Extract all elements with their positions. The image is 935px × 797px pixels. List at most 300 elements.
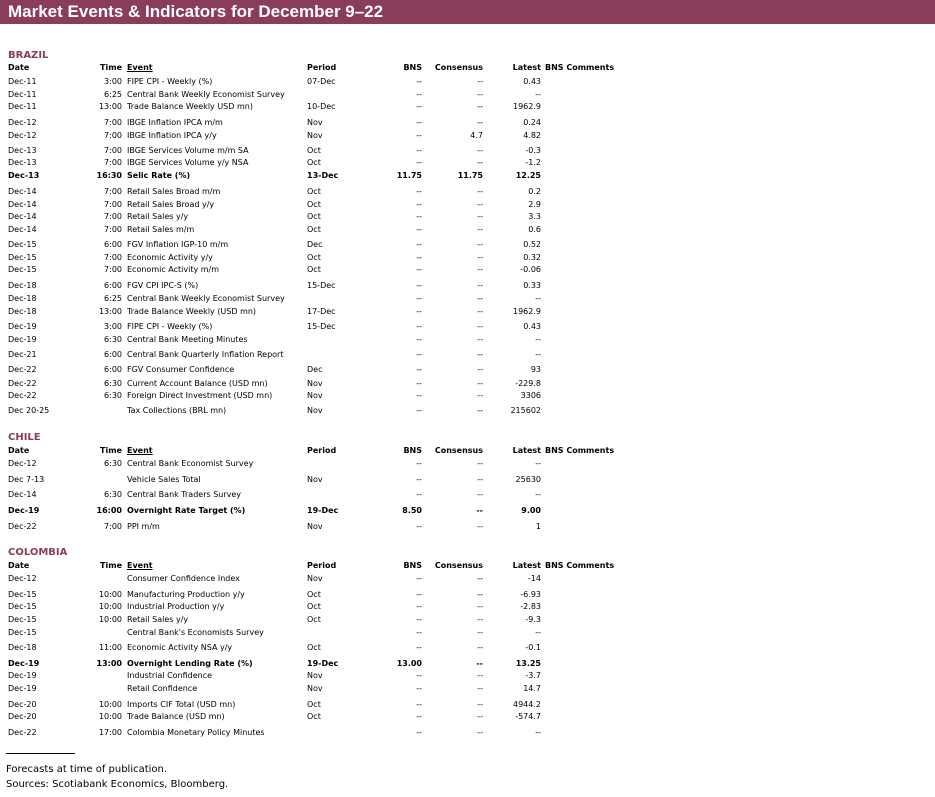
table-cell-date: Dec-19 [8, 684, 37, 693]
table-cell-period: Nov [307, 118, 323, 127]
table-cell-time: 17:00 [98, 728, 122, 737]
table-cell-latest: 93 [530, 365, 541, 374]
table-cell-bns: -- [416, 590, 422, 599]
table-row [0, 145, 935, 157]
table-row [0, 264, 935, 276]
table-cell-event: Tax Collections (BRL mn) [127, 406, 227, 415]
table-cell-consensus: -- [477, 728, 483, 737]
footer-sources: Sources: Scotiabank Economics, Bloomberg. [6, 779, 229, 790]
table-cell-date: Dec-15 [8, 602, 37, 611]
table-cell-consensus: -- [477, 522, 483, 531]
table-cell-latest: -0.1 [525, 643, 541, 652]
table-row [0, 683, 935, 695]
table-cell-time: 13:00 [96, 659, 122, 668]
footer-note: Forecasts at time of publication. [6, 764, 168, 775]
table-cell-period: 19-Dec [307, 506, 339, 515]
table-row [0, 505, 935, 517]
table-cell-period: Oct [307, 212, 321, 221]
table-row [0, 405, 935, 417]
table-cell-latest: -574.7 [515, 712, 541, 721]
table-cell-consensus: -- [477, 158, 483, 167]
table-header-row [0, 560, 935, 572]
table-cell-event: Industrial Confidence [127, 671, 213, 680]
table-cell-date: Dec-22 [8, 391, 37, 400]
column-header-time: Time [100, 446, 122, 455]
table-cell-consensus: -- [477, 225, 483, 234]
table-cell-latest: 4944.2 [513, 700, 541, 709]
table-cell-event: Trade Balance (USD mn) [127, 712, 225, 721]
table-cell-event: Consumer Confidence Index [127, 574, 240, 583]
table-cell-period: 19-Dec [307, 659, 339, 668]
table-cell-period: Oct [307, 590, 321, 599]
table-row [0, 117, 935, 129]
table-cell-time: 3:00 [104, 322, 122, 331]
table-row [0, 239, 935, 251]
table-cell-date: Dec-12 [8, 459, 37, 468]
table-row [0, 474, 935, 486]
table-cell-period: Nov [307, 671, 323, 680]
table-cell-bns: -- [416, 671, 422, 680]
table-cell-latest: -0.06 [520, 265, 541, 274]
table-cell-bns: 11.75 [396, 171, 422, 180]
table-row [0, 130, 935, 142]
table-cell-date: Dec-19 [8, 659, 40, 668]
table-cell-date: Dec-11 [8, 90, 37, 99]
column-header-bns: BNS [403, 446, 422, 455]
table-cell-consensus: -- [477, 212, 483, 221]
footer-divider [6, 753, 75, 754]
column-header-time: Time [100, 63, 122, 72]
table-cell-time: 7:00 [104, 522, 122, 531]
table-cell-period: 10-Dec [307, 102, 336, 111]
table-cell-latest: -229.8 [515, 379, 541, 388]
table-cell-consensus: -- [477, 77, 483, 86]
table-cell-time: 16:30 [96, 171, 122, 180]
column-header-consensus: Consensus [434, 446, 483, 455]
table-cell-bns: 8.50 [402, 506, 422, 515]
table-cell-latest: -- [535, 728, 541, 737]
table-row [0, 89, 935, 101]
table-cell-latest: -- [535, 350, 541, 359]
table-row [0, 699, 935, 711]
table-cell-bns: -- [416, 615, 422, 624]
table-cell-event: Trade Balance Weekly (USD mn) [127, 307, 257, 316]
table-row [0, 589, 935, 601]
section-title: CHILE [8, 432, 41, 443]
table-cell-bns: -- [416, 253, 422, 262]
column-header-time: Time [100, 561, 122, 570]
table-cell-date: Dec-12 [8, 131, 37, 140]
table-cell-period: Oct [307, 158, 321, 167]
table-cell-latest: 0.24 [523, 118, 541, 127]
column-header-date: Date [8, 63, 30, 72]
table-cell-period: Oct [307, 712, 321, 721]
table-cell-period: Nov [307, 406, 323, 415]
table-row [0, 601, 935, 613]
table-cell-consensus: -- [477, 90, 483, 99]
table-cell-event: Central Bank Traders Survey [127, 490, 242, 499]
table-row [0, 280, 935, 292]
table-cell-date: Dec-19 [8, 671, 37, 680]
table-cell-bns: -- [416, 365, 422, 374]
column-header-comments: BNS Comments [545, 63, 615, 72]
table-cell-bns: -- [416, 240, 422, 249]
table-row [0, 321, 935, 333]
table-cell-period: Oct [307, 253, 321, 262]
table-cell-time: 7:00 [104, 200, 122, 209]
table-cell-time: 7:00 [104, 118, 122, 127]
table-cell-period: Oct [307, 146, 321, 155]
table-cell-bns: -- [416, 459, 422, 468]
table-cell-date: Dec-15 [8, 628, 37, 637]
column-header-date: Date [8, 446, 30, 455]
column-header-consensus: Consensus [434, 561, 483, 570]
table-cell-bns: -- [416, 643, 422, 652]
table-cell-consensus: -- [477, 187, 483, 196]
table-cell-latest: 3306 [520, 391, 541, 400]
table-cell-date: Dec-18 [8, 643, 37, 652]
table-cell-time: 16:00 [96, 506, 122, 515]
table-cell-time: 6:00 [104, 365, 122, 374]
table-cell-time: 10:00 [98, 615, 122, 624]
table-cell-bns: -- [416, 602, 422, 611]
column-header-latest: Latest [512, 63, 541, 72]
table-cell-event: Trade Balance Weekly USD mn) [127, 102, 253, 111]
table-cell-consensus: -- [477, 335, 483, 344]
table-cell-time: 13:00 [98, 307, 122, 316]
table-cell-latest: 0.2 [528, 187, 541, 196]
table-cell-event: Retail Sales Broad m/m [127, 187, 221, 196]
table-cell-date: Dec-22 [8, 728, 37, 737]
table-cell-period: Dec [307, 365, 323, 374]
table-cell-date: Dec-18 [8, 294, 37, 303]
table-cell-consensus: 11.75 [457, 171, 483, 180]
table-cell-event: IBGE Inflation IPCA y/y [127, 131, 217, 140]
table-cell-date: Dec-15 [8, 615, 37, 624]
table-cell-event: Economic Activity m/m [127, 265, 220, 274]
table-cell-period: Oct [307, 200, 321, 209]
table-cell-latest: -2.83 [520, 602, 541, 611]
table-cell-time: 7:00 [104, 131, 122, 140]
table-cell-latest: -14 [527, 574, 541, 583]
table-row [0, 306, 935, 318]
table-cell-time: 6:00 [104, 240, 122, 249]
table-cell-period: Nov [307, 379, 323, 388]
table-cell-latest: -- [535, 90, 541, 99]
section-title: COLOMBIA [8, 547, 68, 558]
table-cell-consensus: -- [477, 406, 483, 415]
table-cell-consensus: -- [476, 506, 483, 515]
table-cell-event: Retail Sales y/y [127, 212, 189, 221]
table-cell-bns: -- [416, 379, 422, 388]
table-cell-bns: -- [416, 307, 422, 316]
table-row [0, 76, 935, 88]
table-cell-time: 10:00 [98, 590, 122, 599]
table-cell-period: Oct [307, 615, 321, 624]
table-cell-consensus: -- [477, 102, 483, 111]
table-cell-consensus: -- [477, 615, 483, 624]
table-cell-latest: 1962.9 [513, 307, 541, 316]
column-header-comments: BNS Comments [545, 446, 615, 455]
table-row [0, 101, 935, 113]
table-cell-bns: -- [416, 684, 422, 693]
table-cell-date: Dec-11 [8, 102, 37, 111]
table-cell-bns: -- [416, 522, 422, 531]
table-row [0, 573, 935, 585]
table-cell-time: 6:30 [104, 459, 122, 468]
table-cell-date: Dec-14 [8, 200, 37, 209]
table-cell-date: Dec-18 [8, 281, 37, 290]
table-cell-event: Industrial Production y/y [127, 602, 225, 611]
table-cell-latest: -- [535, 294, 541, 303]
table-cell-consensus: -- [477, 574, 483, 583]
page-title: Market Events & Indicators for December 9–22 [8, 2, 384, 21]
table-cell-period: Oct [307, 643, 321, 652]
table-cell-date: Dec-12 [8, 574, 37, 583]
table-row [0, 727, 935, 739]
table-cell-latest: 0.32 [523, 253, 541, 262]
table-cell-latest: 9.00 [521, 506, 541, 515]
table-cell-bns: -- [416, 158, 422, 167]
table-cell-consensus: -- [477, 490, 483, 499]
table-cell-event: IBGE Inflation IPCA m/m [127, 118, 223, 127]
table-row [0, 211, 935, 223]
table-cell-consensus: -- [477, 391, 483, 400]
table-cell-latest: -9.3 [525, 615, 541, 624]
table-cell-event: PPI m/m [127, 522, 160, 531]
table-cell-time: 10:00 [98, 712, 122, 721]
column-header-event: Event [127, 446, 153, 455]
table-cell-date: Dec-18 [8, 307, 37, 316]
table-cell-bns: -- [416, 700, 422, 709]
column-header-date: Date [8, 561, 30, 570]
table-cell-latest: -1.2 [525, 158, 541, 167]
table-cell-event: Overnight Rate Target (%) [127, 506, 246, 515]
table-cell-bns: -- [416, 322, 422, 331]
column-header-bns: BNS [403, 561, 422, 570]
table-cell-latest: -- [535, 490, 541, 499]
table-cell-time: 7:00 [104, 265, 122, 274]
table-cell-date: Dec-15 [8, 240, 37, 249]
table-cell-bns: -- [416, 406, 422, 415]
table-cell-date: Dec 20-25 [8, 406, 50, 415]
table-cell-time: 7:00 [104, 187, 122, 196]
table-cell-latest: 0.33 [523, 281, 541, 290]
table-cell-event: Selic Rate (%) [127, 171, 191, 180]
table-cell-latest: 215602 [510, 406, 541, 415]
table-cell-consensus: -- [477, 459, 483, 468]
table-cell-latest: 1 [535, 522, 541, 531]
table-cell-consensus: -- [477, 350, 483, 359]
table-cell-period: Nov [307, 522, 323, 531]
table-row [0, 627, 935, 639]
table-cell-consensus: -- [477, 240, 483, 249]
table-cell-latest: 14.7 [523, 684, 541, 693]
table-cell-date: Dec-14 [8, 225, 37, 234]
table-cell-event: Central Bank Economist Survey [127, 459, 254, 468]
table-cell-bns: -- [416, 265, 422, 274]
table-cell-consensus: -- [477, 684, 483, 693]
table-cell-period: 15-Dec [307, 281, 336, 290]
table-cell-latest: 0.43 [523, 322, 541, 331]
table-cell-event: Economic Activity NSA y/y [127, 643, 233, 652]
table-row [0, 364, 935, 376]
column-header-event: Event [127, 561, 153, 570]
table-row [0, 390, 935, 402]
table-cell-bns: -- [416, 335, 422, 344]
table-cell-consensus: -- [477, 379, 483, 388]
table-cell-time: 10:00 [98, 700, 122, 709]
table-cell-bns: -- [416, 200, 422, 209]
table-cell-bns: -- [416, 187, 422, 196]
table-cell-event: FGV Inflation IGP-10 m/m [127, 240, 229, 249]
table-cell-time: 7:00 [104, 225, 122, 234]
table-cell-event: Overnight Lending Rate (%) [127, 659, 253, 668]
table-cell-time: 3:00 [104, 77, 122, 86]
table-cell-date: Dec-19 [8, 322, 37, 331]
table-cell-latest: 12.25 [515, 171, 541, 180]
table-cell-period: Nov [307, 131, 323, 140]
table-cell-event: FIPE CPI - Weekly (%) [127, 77, 213, 86]
table-cell-consensus: -- [477, 590, 483, 599]
table-cell-bns: -- [416, 90, 422, 99]
table-row [0, 252, 935, 264]
table-cell-latest: 13.25 [515, 659, 541, 668]
table-cell-event: FGV CPI IPC-S (%) [127, 281, 199, 290]
table-cell-date: Dec-11 [8, 77, 37, 86]
table-cell-time: 6:30 [104, 379, 122, 388]
table-cell-period: Oct [307, 187, 321, 196]
table-cell-consensus: -- [477, 322, 483, 331]
table-cell-event: Central Bank Weekly Economist Survey [127, 90, 285, 99]
table-cell-date: Dec-14 [8, 187, 37, 196]
table-cell-consensus: -- [477, 281, 483, 290]
table-header-row [0, 62, 935, 74]
table-cell-event: Central Bank Weekly Economist Survey [127, 294, 285, 303]
table-cell-period: 13-Dec [307, 171, 339, 180]
table-cell-bns: -- [416, 628, 422, 637]
table-cell-time: 6:30 [104, 391, 122, 400]
table-cell-bns: -- [416, 391, 422, 400]
column-header-latest: Latest [512, 561, 541, 570]
table-cell-period: 07-Dec [307, 77, 336, 86]
table-cell-date: Dec-12 [8, 118, 37, 127]
table-row [0, 349, 935, 361]
table-row [0, 642, 935, 654]
table-cell-date: Dec 7-13 [8, 475, 45, 484]
table-cell-latest: 0.52 [523, 240, 541, 249]
table-cell-latest: 3.3 [528, 212, 541, 221]
section-title: BRAZIL [8, 50, 49, 61]
table-row [0, 199, 935, 211]
table-row [0, 186, 935, 198]
table-cell-bns: -- [416, 728, 422, 737]
table-cell-bns: -- [416, 350, 422, 359]
table-cell-event: FIPE CPI - Weekly (%) [127, 322, 213, 331]
table-cell-period: Nov [307, 391, 323, 400]
table-cell-event: Central Bank Quarterly Inflation Report [127, 350, 284, 359]
table-row [0, 157, 935, 169]
table-cell-date: Dec-19 [8, 335, 37, 344]
table-cell-latest: 4.82 [523, 131, 541, 140]
table-cell-event: Central Bank Meeting Minutes [127, 335, 248, 344]
table-cell-bns: -- [416, 574, 422, 583]
table-cell-latest: -3.7 [525, 671, 541, 680]
table-cell-time: 11:00 [98, 643, 122, 652]
table-cell-time: 6:30 [104, 335, 122, 344]
table-cell-latest: 0.43 [523, 77, 541, 86]
table-cell-date: Dec-21 [8, 350, 37, 359]
table-cell-latest: 0.6 [528, 225, 541, 234]
table-cell-time: 7:00 [104, 158, 122, 167]
table-row [0, 293, 935, 305]
table-row [0, 378, 935, 390]
table-cell-latest: 2.9 [528, 200, 541, 209]
title-bar [0, 0, 935, 24]
table-cell-date: Dec-20 [8, 700, 37, 709]
table-cell-event: Retail Sales y/y [127, 615, 189, 624]
table-cell-event: Foreign Direct Investment (USD mn) [127, 391, 273, 400]
table-cell-event: Colombia Monetary Policy Minutes [127, 728, 265, 737]
table-cell-bns: -- [416, 146, 422, 155]
table-cell-period: Nov [307, 475, 323, 484]
table-cell-consensus: -- [477, 265, 483, 274]
table-cell-latest: -0.3 [525, 146, 541, 155]
table-cell-consensus: -- [477, 253, 483, 262]
table-cell-consensus: -- [477, 671, 483, 680]
table-cell-consensus: -- [477, 475, 483, 484]
table-cell-event: Central Bank's Economists Survey [127, 628, 264, 637]
table-cell-latest: 25630 [515, 475, 541, 484]
table-cell-bns: -- [416, 225, 422, 234]
table-row [0, 334, 935, 346]
column-header-period: Period [307, 561, 337, 570]
table-cell-date: Dec-14 [8, 490, 37, 499]
table-cell-period: Oct [307, 265, 321, 274]
table-cell-date: Dec-14 [8, 212, 37, 221]
table-row [0, 658, 935, 670]
table-cell-bns: -- [416, 281, 422, 290]
table-cell-consensus: -- [476, 659, 483, 668]
table-cell-time: 7:00 [104, 212, 122, 221]
table-row [0, 711, 935, 723]
table-cell-event: Economic Activity y/y [127, 253, 213, 262]
table-cell-bns: -- [416, 131, 422, 140]
table-cell-date: Dec-13 [8, 146, 37, 155]
table-cell-time: 13:00 [98, 102, 122, 111]
table-cell-date: Dec-22 [8, 365, 37, 374]
table-cell-period: Nov [307, 684, 323, 693]
table-row [0, 224, 935, 236]
column-header-period: Period [307, 63, 337, 72]
table-cell-consensus: -- [477, 200, 483, 209]
table-cell-bns: -- [416, 212, 422, 221]
table-cell-latest: -6.93 [520, 590, 541, 599]
table-cell-consensus: 4.7 [470, 131, 483, 140]
table-cell-time: 7:00 [104, 253, 122, 262]
table-cell-bns: -- [416, 294, 422, 303]
table-cell-event: Retail Sales Broad y/y [127, 200, 215, 209]
table-cell-date: Dec-13 [8, 171, 40, 180]
column-header-bns: BNS [403, 63, 422, 72]
table-cell-event: IBGE Services Volume m/m SA [127, 146, 249, 155]
table-cell-bns: -- [416, 490, 422, 499]
table-cell-bns: -- [416, 118, 422, 127]
column-header-event: Event [127, 63, 153, 72]
column-header-latest: Latest [512, 446, 541, 455]
table-cell-time: 6:30 [104, 490, 122, 499]
table-cell-date: Dec-20 [8, 712, 37, 721]
